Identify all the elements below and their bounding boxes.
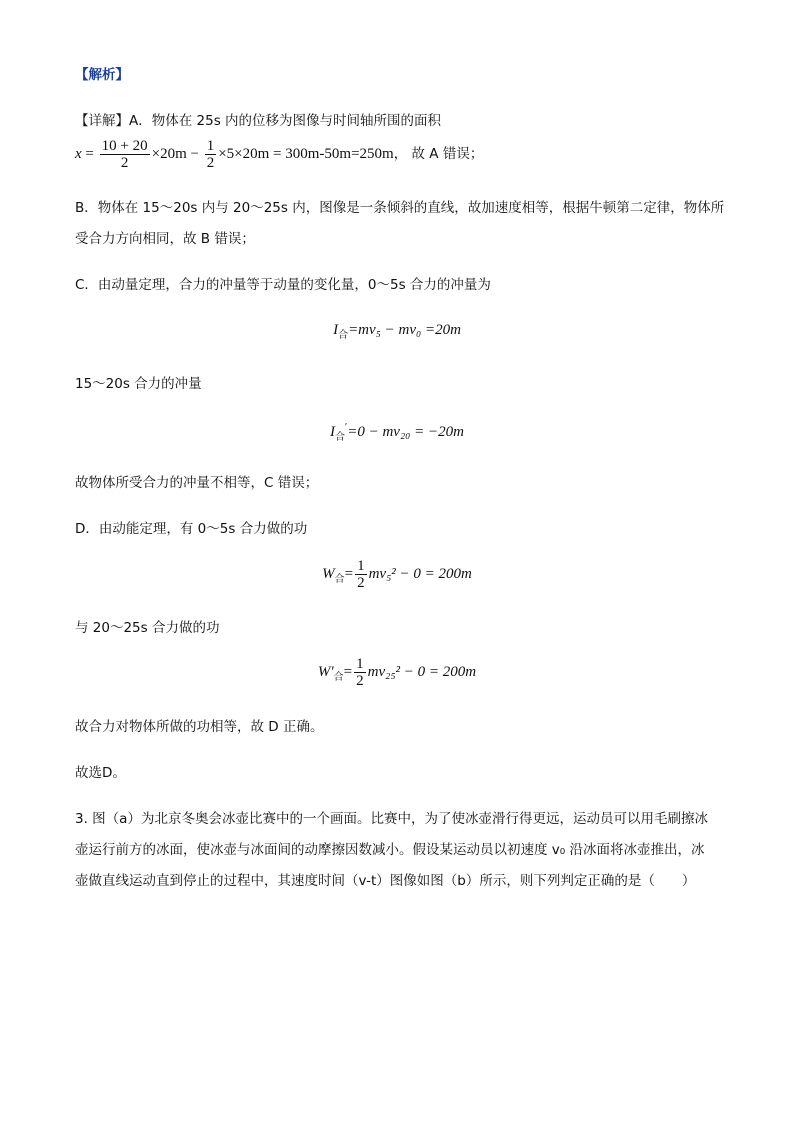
eq-lhs: W [322,565,335,582]
eq-lhs: W′ [317,663,334,680]
eq-sub: 合 [335,432,346,443]
solution-heading: 【解析】 [75,67,129,83]
eq-prime: ′ [345,422,348,433]
fraction-den: 2 [357,575,365,591]
option-c-line2: 15～20s 合力的冲量 [75,376,202,392]
option-d-line1: D．由动能定理，有 0～5s 合力做的功 [75,521,308,537]
fraction-1-num: 10 + 20 [101,138,148,154]
work-equation-2 [0,656,794,689]
fraction-2-den: 2 [206,155,215,171]
fraction-1 [100,138,150,171]
eq-rest: =0 − mv₂₀ = −20m [347,424,464,440]
eq-sub: 合 [334,573,345,585]
eq-sub: 合 [338,330,349,341]
impulse-equation-1 [0,322,794,341]
impulse-equation-2 [0,422,794,443]
eq-rest: mv₂₅² − 0 = 200m [367,663,477,680]
eq-sign: = [343,663,353,680]
fraction-half [354,656,366,689]
detail-a-text [75,112,441,130]
option-a-formula [75,138,483,171]
formula-eq: = [81,145,98,162]
eq-lhs: I [333,322,339,338]
option-b-line2: 受合力方向相同，故 B 错误； [75,231,255,247]
fraction-den: 2 [356,673,364,689]
formula-var: x [75,145,82,162]
question-3-line3: 壶做直线运动直到停止的过程中，其速度时间（v-t）图像如图（b）所示，则下列判定正确的是（ ） [75,873,696,889]
option-b-line1: B．物体在 15～20s 内与 20～25s 内，图像是一条倾斜的直线，故加速度相等，根据牛顿第二定律，物体所 [75,200,725,216]
question-3-line1: 3. 图（a）为北京冬奥会冰壶比赛中的一个画面。比赛中，为了使冰壶滑行得更远，运动员可以用毛刷擦冰 [75,811,708,827]
option-d-line3: 故合力对物体所做的功相等，故 D 正确。 [75,719,324,735]
eq-lhs: I [330,424,336,440]
answer-line: 故选D。 [75,765,126,781]
formula-conclusion: ， 故 A 错误； [393,145,484,162]
eq-rest: mv₅² − 0 = 200m [368,565,472,582]
fraction-num: 1 [356,656,364,672]
option-c-line1: C．由动量定理，合力的冲量等于动量的变化量，0～5s 合力的冲量为 [75,277,491,293]
option-d-line2: 与 20～25s 合力做的功 [75,620,220,636]
fraction-2-num: 1 [206,138,215,154]
fraction-num: 1 [357,558,365,574]
formula-part1: ×20m − [151,145,203,162]
option-a-text: A．物体在 25s 内的位移为图像与时间轴所围的面积 [129,113,442,129]
eq-sub: 合 [333,671,344,683]
eq-sign: = [344,565,354,582]
formula-part2: ×5×20m = 300m-50m=250m [218,145,394,162]
option-c-line3: 故物体所受合力的冲量不相等，C 错误； [75,475,319,491]
fraction-2 [205,138,217,171]
fraction-half [355,558,367,591]
eq-rest: =mv₅ − mv₀ =20m [348,322,461,338]
detail-label: 【详解】 [75,113,129,129]
fraction-1-den: 2 [120,155,129,171]
work-equation-1 [0,558,794,591]
question-3-line2: 壶运行前方的冰面，使冰壶与冰面间的动摩擦因数减小。假设某运动员以初速度 v₀ 沿冰面将冰壶推出，冰 [75,842,705,858]
